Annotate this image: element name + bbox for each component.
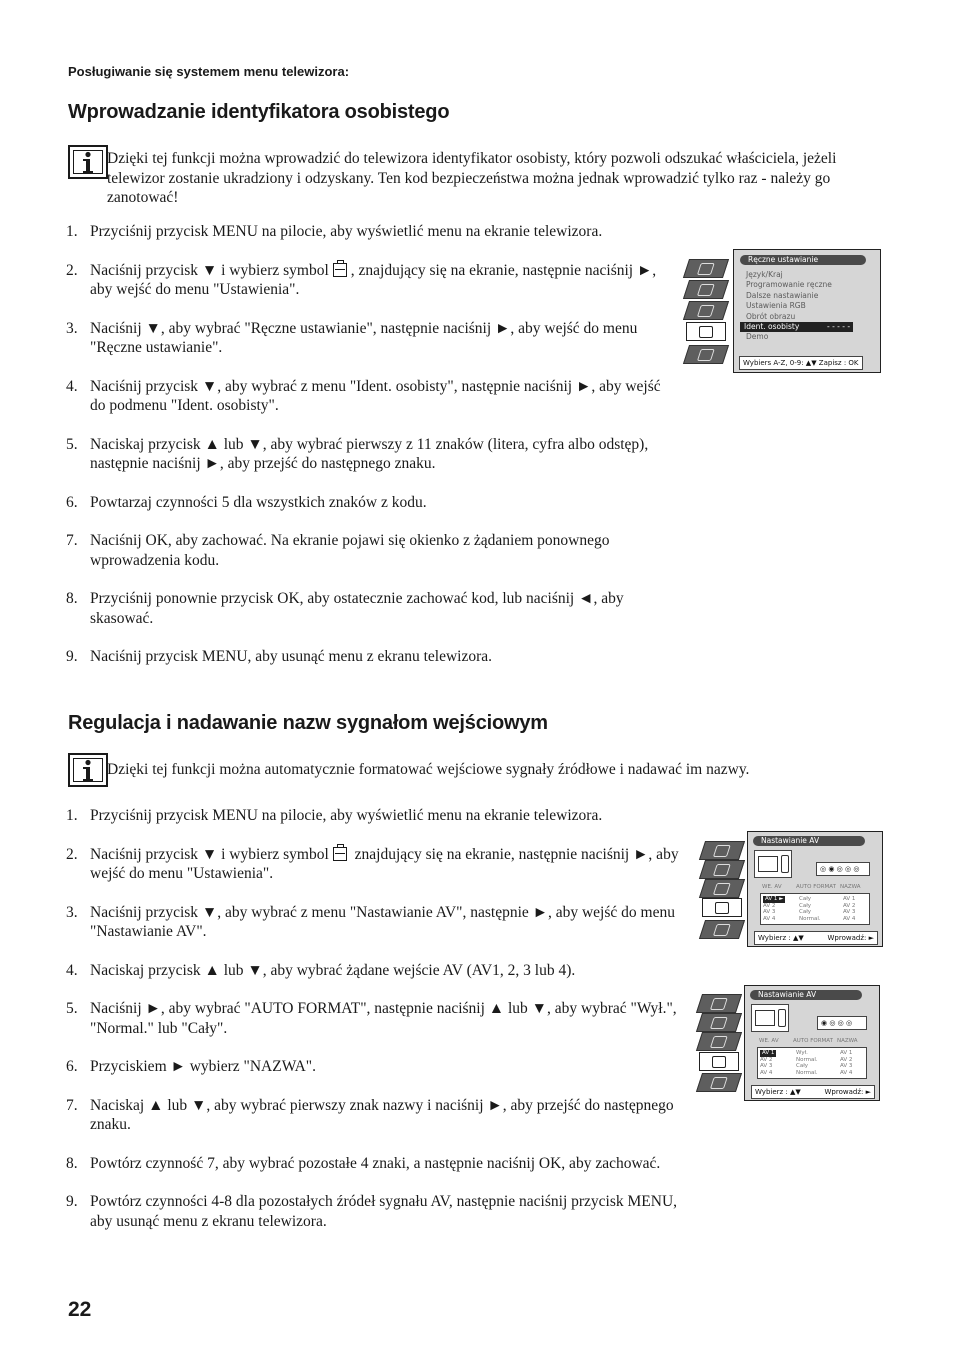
av-cell-format[interactable]: Normal. [799,915,821,922]
footer-select: Wybierz : ▲▼ [755,1088,801,1096]
step-item [66,531,676,570]
step-item [66,1192,690,1231]
step-item [66,903,690,942]
step-number: 2. [66,845,78,863]
av-cell-we[interactable]: AV 3 [760,1063,773,1069]
step-number: 1. [66,223,78,240]
step-number: 3. [66,319,78,337]
menu-item[interactable]: Demo [746,332,769,342]
menu-item-selected[interactable]: Ident. osobisty [740,322,826,332]
step-number: 7. [66,1096,78,1114]
av-connector-icon [751,1004,789,1032]
av-cell-format[interactable]: Wył. [796,1050,808,1056]
step-text: Naciśnij przycisk ▼ i wybierz symbol [90,261,329,279]
step-text: Przyciśnij przycisk MENU na pilocie, aby wyświetlić menu na ekranie telewizora. [90,807,603,824]
av-cell-we[interactable]: AV 4 [760,1069,773,1076]
av-cell-name[interactable]: AV 2 [840,1056,853,1063]
setup-tab-icon [686,322,726,341]
step-text: Powtórz czynności 4-8 dla pozostałych źródeł sygnału AV, następnie naciśnij przycisk MENU, aby usunąć menu z ekranu telewizora. [90,1193,678,1230]
step-number: 9. [66,1193,78,1210]
menu-tabs-2a [700,841,750,941]
av-cell-format[interactable]: Cały [799,902,812,909]
preset-tab-icon [696,1073,742,1092]
step-number: 5. [66,435,78,453]
step-number: 6. [66,1058,78,1075]
tv-screen-av-setup-a [747,831,883,947]
av-input-selector: ◎ ◉ ◎ ◎ ◎ [816,862,870,876]
step-text: Przyciskiem ► wybierz "NAZWA". [90,1058,316,1075]
av-cell-we[interactable]: AV 1 [762,1050,775,1056]
step-text: Naciśnij ►, aby wybrać "AUTO FORMAT", następnie naciśnij ▲ lub ▼, aby wybrać "Wył.", "Normal." lub "Cały". [90,1000,677,1037]
step-text: znajdujący się na ekranie, następnie naciśnij ►, aby wejść do menu "Ustawienia". [90,845,679,882]
info-text-personal-id: Dzięki tej funkcji można wprowadzić do telewizora identyfikator osobisty, który pozwoli odszukać właściciela, jeżeli telewizor zostanie ukradziony i odzyskany. Ten kod bezpieczeństwa można jednak wprowadzić tylko raz - należy go zanotować! [107,150,837,206]
preset-tab-icon [683,345,729,364]
features-tab-icon [696,1032,742,1051]
preset-tab-icon [699,920,745,939]
code-entry-field[interactable]: - - - - - [824,322,853,332]
step-text: Naciśnij przycisk ▼, aby wybrać z menu "Nastawianie AV", następnie ►, aby wejść do menu "Nastawianie AV". [90,903,675,940]
setup-toolbox-icon [333,847,347,861]
setup-tab-icon [702,898,742,917]
step-number: 7. [66,532,78,549]
step-text: Naciskaj ▲ lub ▼, aby wybrać pierwszy znak nazwy i naciśnij ►, aby przejść do następnego znaku. [90,1096,674,1133]
step-text: Powtórz czynność 7, aby wybrać pozostałe 4 znaki, a następnie naciśnij OK, aby zachować. [90,1154,661,1172]
setup-toolbox-icon [333,263,347,277]
av-cell-we[interactable]: AV 4 [763,915,776,922]
step-number: 4. [66,961,78,979]
screen-footer: Wybiers A-Z, 0-9: ▲▼ Zapisz : OK [739,356,863,370]
footer-enter: Wprowadź: ► [824,1088,871,1096]
step-item [66,435,676,474]
info-text-av-inputs: Dzięki tej funkcji można automatycznie formatować wejściowe sygnały źródłowe i nadawać im nazwy. [107,761,750,778]
step-text: Przyciśnij ponownie przycisk OK, aby ostatecznie zachować kod, lub naciśnij ◄, aby skasować. [90,590,624,627]
step-text: Przyciśnij przycisk MENU na pilocie, aby wyświetlić menu na ekranie telewizora. [90,223,603,240]
av-cell-we[interactable]: AV 3 [763,909,776,915]
step-text: Naciśnij ▼, aby wybrać "Ręczne ustawianie", następnie naciśnij ►, aby wejść do menu "Ręczne ustawianie". [90,319,638,356]
menu-tabs-2b [697,994,747,1094]
av-table [757,1047,867,1079]
step-item [66,961,690,981]
av-cell-format[interactable]: Normal. [796,1056,818,1063]
section-title-av-inputs: Regulacja i nadawanie nazw sygnałom wejściowym [68,712,548,734]
av-cell-name[interactable]: AV 3 [843,909,856,915]
steps-list-av-inputs [66,806,690,1231]
picture-tab-icon [683,259,729,278]
av-cell-format[interactable]: Cały [799,909,812,915]
step-text: Naciśnij przycisk ▼ i wybierz symbol [90,845,329,863]
running-header: Posługiwanie się systemem menu telewizora: [68,64,350,79]
av-cell-name[interactable]: AV 1 [840,1050,853,1056]
av-cell-we[interactable]: AV 1 ► [765,896,784,902]
av-cell-name[interactable]: AV 2 [843,902,856,909]
step-text: Naciskaj przycisk ▲ lub ▼, aby wybrać żądane wejście AV (AV1, 2, 3 lub 4). [90,961,576,979]
step-number: 3. [66,903,78,921]
section-title-personal-id: Wprowadzanie identyfikatora osobistego [68,101,450,123]
step-item [66,1154,690,1174]
screen-header: Ręczne ustawianie [740,255,866,265]
step-item [66,261,676,300]
av-table [760,893,870,925]
sound-tab-icon [699,860,745,879]
step-item [66,1096,690,1135]
steps-list-personal-id [66,222,676,667]
step-number: 8. [66,1154,78,1172]
av-cell-format[interactable]: Cały [799,896,812,902]
page-number: 22 [68,1298,92,1321]
av-cell-format[interactable]: Normal. [796,1069,818,1076]
step-number: 6. [66,493,78,511]
screen-footer [751,1085,875,1099]
sound-tab-icon [683,280,729,299]
footer-select: Wybierz : ▲▼ [758,934,804,942]
step-number: 1. [66,807,78,824]
step-number: 8. [66,590,78,607]
step-number: 9. [66,648,78,665]
info-icon [68,753,108,787]
col-autoformat: AUTO FORMAT [793,1038,833,1044]
tv-screen-manual-setup [733,249,881,373]
step-item [66,806,690,826]
menu-item[interactable]: Obrót obrazu [746,311,796,321]
picture-tab-icon [699,841,745,860]
features-tab-icon [699,879,745,898]
step-text: Naciskaj przycisk ▲ lub ▼, aby wybrać pierwszy z 11 znaków (litera, cyfra albo odstęp), następnie naciśnij ►, aby przejść do następnego znaku. [90,435,649,472]
step-number: 5. [66,1000,78,1017]
step-item [66,493,676,513]
menu-item[interactable]: Język/Kraj [746,270,783,279]
step-item [66,1057,690,1077]
step-item [66,999,690,1038]
av-cell-name[interactable]: AV 1 [843,896,856,902]
step-text: Powtarzaj czynności 5 dla wszystkich znaków z kodu. [90,493,427,511]
step-item [66,222,676,242]
screen-footer [754,931,878,945]
step-item [66,647,676,667]
av-cell-name[interactable]: AV 4 [843,915,856,922]
step-number: 4. [66,377,78,395]
col-we: WE. AV [759,1038,779,1044]
screen-header: Nastawianie AV [753,836,865,846]
col-nazwa: NAZWA [840,884,861,890]
setup-tab-icon [699,1052,739,1071]
step-item [66,589,676,628]
step-item [66,319,676,358]
screen-header: Nastawianie AV [750,990,862,1000]
menu-tabs-1 [684,259,734,369]
col-autoformat: AUTO FORMAT [796,884,836,890]
step-text: Naciśnij OK, aby zachować. Na ekranie pojawi się okienko z żądaniem ponownego wprowadzenia kodu. [90,532,610,569]
av-cell-name[interactable]: AV 4 [840,1069,853,1076]
menu-item[interactable]: Ustawienia RGB [746,301,806,311]
av-cell-name[interactable]: AV 3 [840,1063,853,1069]
menu-item[interactable]: Dalsze nastawianie [746,290,819,300]
features-tab-icon [683,301,729,320]
step-item [66,377,676,416]
av-cell-we[interactable]: AV 2 [760,1056,773,1063]
step-text: Naciśnij przycisk MENU, aby usunąć menu z ekranu telewizora. [90,648,493,665]
av-cell-format[interactable]: Cały [796,1063,809,1069]
footer-enter: Wprowadź: ► [827,934,874,942]
sound-tab-icon [696,1013,742,1032]
step-text: , znajdujący się na ekranie, następnie naciśnij ►, aby wejść do menu "Ustawienia". [90,261,657,298]
av-input-selector: ◉ ◎ ◎ ◎ [817,1016,867,1030]
step-text: Naciśnij przycisk ▼, aby wybrać z menu "Ident. osobisty", następnie naciśnij ►, aby wejść do podmenu "Ident. osobisty". [90,377,661,414]
step-item [66,845,690,884]
picture-tab-icon [696,994,742,1013]
info-icon [68,145,108,179]
tv-screen-av-setup-b [744,985,880,1101]
col-we: WE. AV [762,884,782,890]
av-connector-icon [754,850,792,878]
col-nazwa: NAZWA [837,1038,858,1044]
step-number: 2. [66,261,78,279]
av-cell-we[interactable]: AV 2 [763,902,776,909]
menu-item[interactable]: Programowanie ręczne [746,280,832,290]
